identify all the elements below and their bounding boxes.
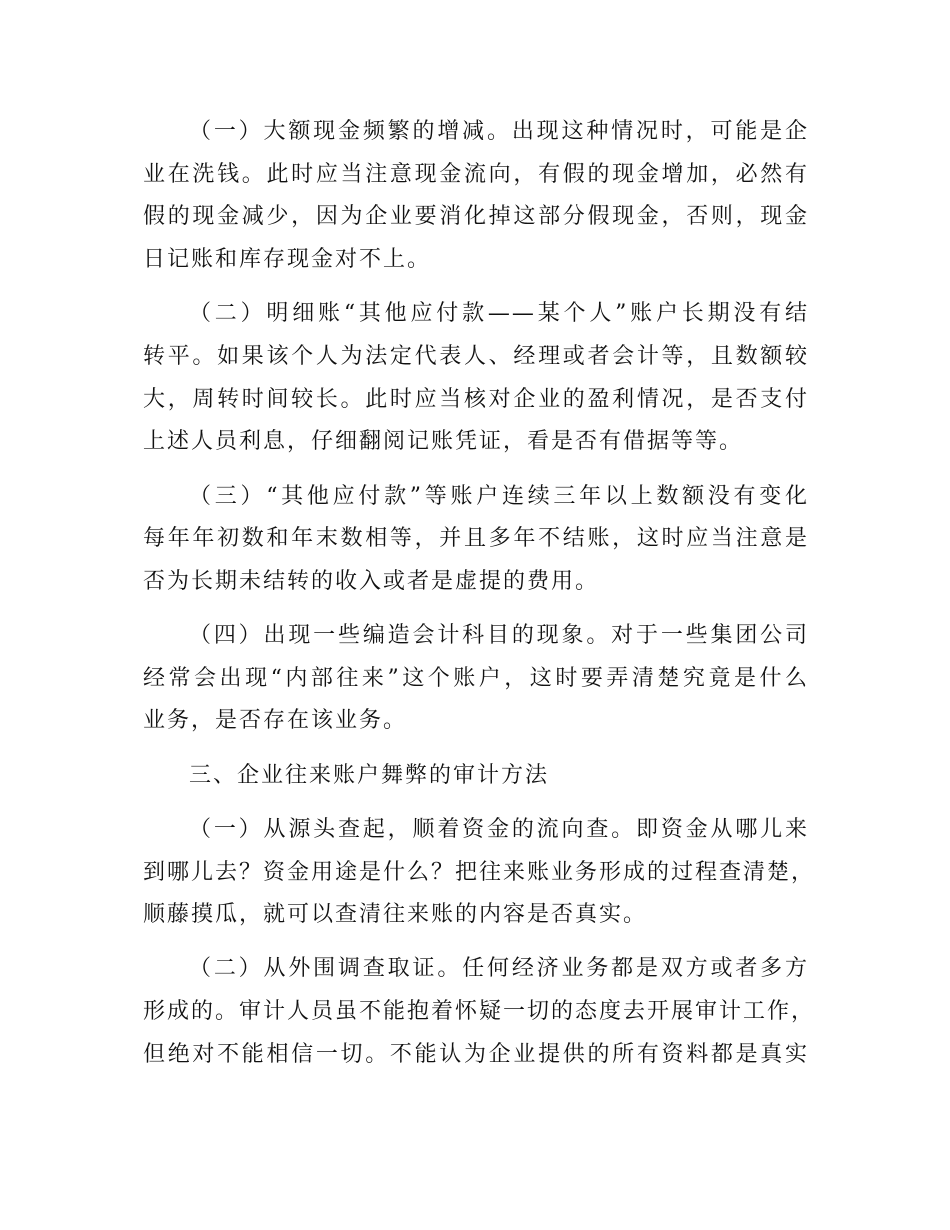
paragraph <box>143 293 809 464</box>
text-line: 三、企业往来账户舞弊的审计方法 <box>189 762 550 788</box>
text-line: （一）从源头查起，顺着资金的流向查。即资金从哪儿来 <box>189 816 809 842</box>
text-line: 经常会出现“内部往来”这个账户，这时要弄清楚究竟是什么 <box>143 665 809 691</box>
text-line: 形成的。审计人员虽不能抱着怀疑一切的态度去开展审计工作， <box>143 999 816 1025</box>
paragraph <box>143 111 809 282</box>
text-line: 否为长期未结转的收入或者是虚提的费用。 <box>143 568 600 594</box>
section-heading <box>143 755 809 798</box>
paragraph <box>143 476 809 604</box>
text-line: 转平。如果该个人为法定代表人、经理或者会计等，且数额较 <box>143 343 809 369</box>
paragraph <box>143 948 816 1076</box>
text-line: 日记账和库存现金对不上。 <box>143 247 432 273</box>
text-line: （二）明细账“其他应付款——某个人”账户长期没有结 <box>189 301 809 327</box>
text-line: （一）大额现金频繁的增减。出现这种情况时，可能是企 <box>189 119 809 144</box>
text-line: 顺藤摸瓜，就可以查清往来账的内容是否真实。 <box>143 902 648 928</box>
text-line: 业务，是否存在该业务。 <box>143 708 408 734</box>
text-line: （四）出现一些编造会计科目的现象。对于一些集团公司 <box>189 623 809 649</box>
paragraph <box>143 809 816 937</box>
paragraph <box>143 615 809 743</box>
text-line: （三）“其他应付款”等账户连续三年以上数额没有变化 <box>189 483 809 509</box>
text-line: 上述人员利息，仔细翻阅记账凭证，看是否有借据等等。 <box>143 429 744 455</box>
text-line: 但绝对不能相信一切。不能认为企业提供的所有资料都是真实 <box>143 1041 809 1067</box>
text-line: 假的现金减少，因为企业要消化掉这部分假现金，否则，现金 <box>143 204 809 230</box>
text-line: 大，周转时间较长。此时应当核对企业的盈利情况，是否支付 <box>143 386 809 412</box>
text-line: 每年年初数和年末数相等，并且多年不结账，这时应当注意是 <box>143 526 809 552</box>
text-line: 业在洗钱。此时应当注意现金流向，有假的现金增加，必然有 <box>143 161 809 187</box>
text-line: （二）从外围调查取证。任何经济业务都是双方或者多方 <box>189 956 809 982</box>
text-line: 到哪儿去？资金用途是什么？把往来账业务形成的过程查清楚， <box>143 859 816 885</box>
document-body <box>143 111 816 1088</box>
